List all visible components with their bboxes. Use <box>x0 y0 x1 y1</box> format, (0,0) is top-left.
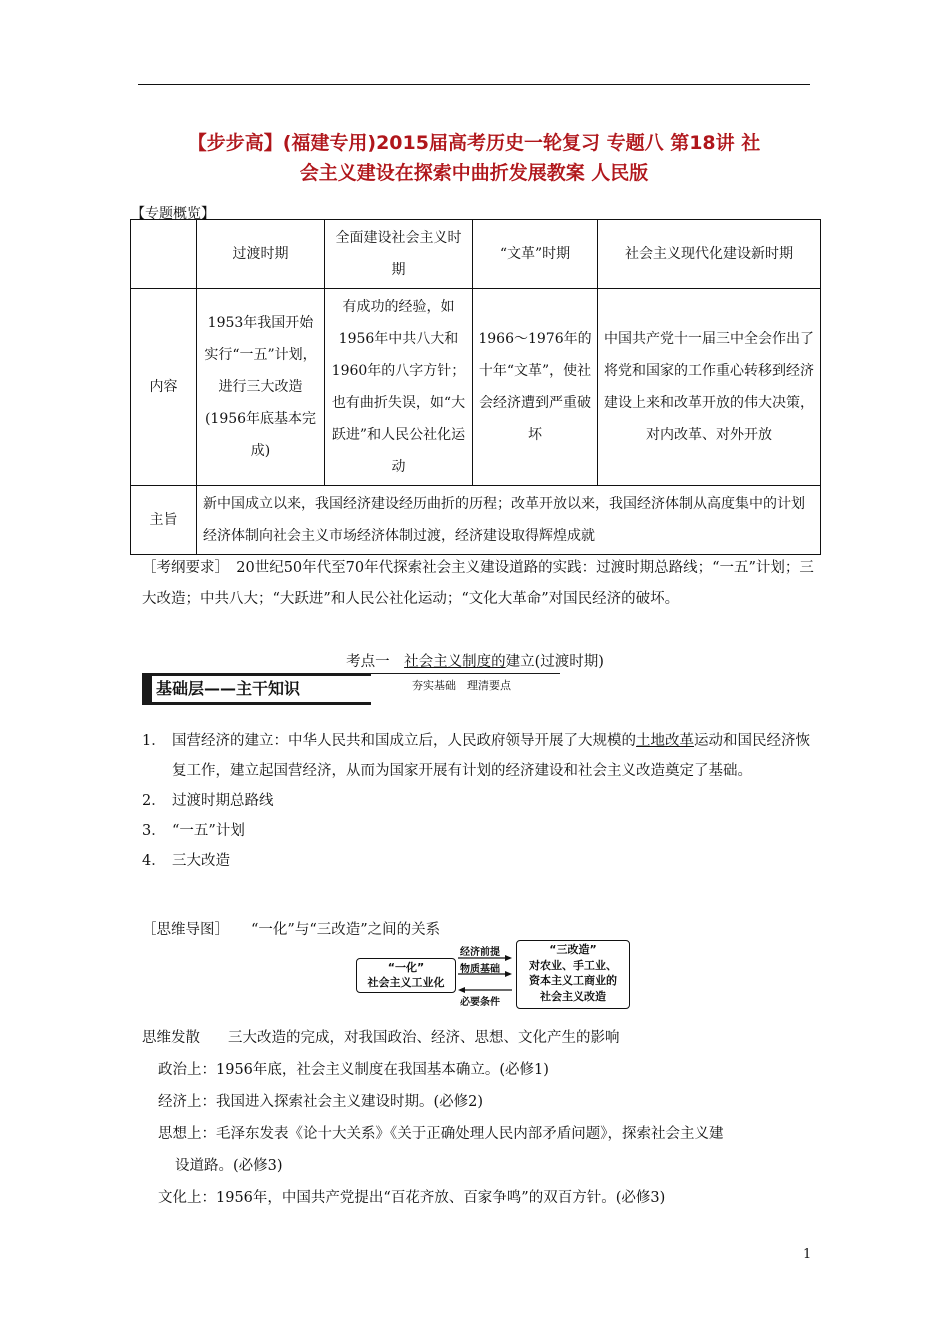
table-header-cell: 社会主义现代化建设新时期 <box>598 220 821 289</box>
list-item <box>142 846 814 876</box>
influence-thought: 思想上：毛泽东发表《论十大关系》《关于正确处理人民内部矛盾问题》，探索社会主义建 <box>158 1126 724 1142</box>
list-item <box>142 816 814 846</box>
row-label: 内容 <box>131 289 197 486</box>
kaodian-suffix: 建立(过渡时期) <box>505 654 604 670</box>
box-line: 对农业、手工业、 <box>529 958 617 972</box>
influence-economy: 经济上：我国进入探索社会主义建设时期。(必修2) <box>158 1094 484 1110</box>
influence-politics: 政治上：1956年底，社会主义制度在我国基本确立。(必修1) <box>158 1062 549 1078</box>
table-row <box>131 289 821 486</box>
item-number: 2． <box>142 793 166 809</box>
table-cell: 1966～1976年的十年“文革”，使社会经济遭到严重破坏 <box>473 289 598 486</box>
box-line: “一化” <box>387 961 425 974</box>
mindmap-label: ［思维导图］ <box>142 922 229 938</box>
influence-thought-cont: 设道路。(必修3) <box>175 1158 283 1174</box>
item-text: 过渡时期总路线 <box>172 793 274 809</box>
box-line: 社会主义工业化 <box>367 976 445 989</box>
table-cell: 新中国成立以来，我国经济建设经历曲折的历程；改革开放以来，我国经济体制从高度集中的计划经济体制向社会主义市场经济体制过渡，经济建设取得辉煌成就 <box>197 486 821 555</box>
table-row <box>131 486 821 555</box>
influence-culture: 文化上：1956年，中国共产党提出“百花齐放、百家争鸣”的双百方针。(必修3) <box>158 1190 666 1206</box>
kaodian-heading <box>0 650 950 671</box>
influence-label: 思维发散 <box>142 1030 200 1046</box>
arrow-label: 物质基础 <box>460 964 500 975</box>
section-bar <box>142 673 371 705</box>
mindmap-diagram <box>356 940 631 1010</box>
table-cell: 有成功的经验，如1956年中共八大和1960年的八字方针；也有曲折失误，如“大跃进”和人民公社化运动 <box>325 289 473 486</box>
arrow-label: 经济前提 <box>460 947 500 958</box>
mindmap-caption <box>142 918 440 939</box>
table-header-row <box>131 220 821 289</box>
item-number: 3． <box>142 823 166 839</box>
arrow-right-icon <box>505 971 512 977</box>
item-number: 4． <box>142 853 166 869</box>
row-label: 主旨 <box>131 486 197 555</box>
kaogang-paragraph: ［考纲要求］ 20世纪50年代至70年代探索社会主义建设道路的实践：过渡时期总路线；“一五”计划；三大改造；中共八大；“大跃进”和人民公社化运动；“文化大革命”对国民经济的破坏。 <box>142 560 814 607</box>
kaodian-prefix: 考点一 <box>346 654 405 670</box>
mindmap-caption-text: “一化”与“三改造”之间的关系 <box>251 922 441 938</box>
table-cell: 中国共产党十一届三中全会作出了将党和国家的工作重心转移到经济建设上来和改革开放的伟大决策，对内改革、对外开放 <box>598 289 821 486</box>
overview-table <box>130 219 821 555</box>
box-line: 社会主义改造 <box>540 989 606 1003</box>
box-line: 资本主义工商业的 <box>529 974 617 987</box>
section-bar-rule <box>364 673 560 674</box>
document-title <box>134 128 814 188</box>
title-line-2: 会主义建设在探索中曲折发展教案 人民版 <box>299 162 649 184</box>
arrow-label: 必要条件 <box>460 997 500 1008</box>
overview-label: 【专题概览】 <box>131 206 215 222</box>
item-text: 运动和国民经济恢复工作，建立起国营经济，从而为国家开展有计划的经济建设和社会主义改造奠定了基础。 <box>172 733 810 779</box>
title-line-1: 【步步高】(福建专用)2015届高考历史一轮复习 专题八 第18讲 社 <box>187 132 761 154</box>
arrow-right-icon <box>505 955 512 961</box>
box-line: “三改造” <box>549 943 597 956</box>
table-header-cell: “文革”时期 <box>473 220 598 289</box>
section-subtitle: 夯实基础 理清要点 <box>412 679 511 692</box>
table-cell: 1953年我国开始实行“一五”计划，进行三大改造(1956年底基本完成) <box>197 289 325 486</box>
table-header-cell: 过渡时期 <box>197 220 325 289</box>
knowledge-list <box>142 726 814 876</box>
influence-caption: 三大改造的完成，对我国政治、经济、思想、文化产生的影响 <box>228 1030 620 1046</box>
item-text: “一五”计划 <box>172 823 245 839</box>
sangaizao-box <box>516 940 630 1009</box>
list-item <box>142 726 814 786</box>
table-header-cell: 全面建设社会主义时期 <box>325 220 473 289</box>
item-number: 1． <box>142 733 166 749</box>
list-item <box>142 786 814 816</box>
item-text: 国营经济的建立：中华人民共和国成立后，人民政府领导开展了大规模的 <box>172 733 636 749</box>
influence-heading <box>142 1022 822 1054</box>
header-rule <box>138 84 810 85</box>
kaodian-link[interactable]: 社会主义制度的 <box>404 654 506 670</box>
table-header-cell <box>131 220 197 289</box>
item-link[interactable]: 土地改革 <box>636 733 694 749</box>
yihua-box <box>356 958 456 993</box>
item-text: 三大改造 <box>172 853 230 869</box>
page-number: 1 <box>803 1247 812 1262</box>
section-bar-title: 基础层——主干知识 <box>152 676 371 702</box>
influence-section <box>142 1022 822 1214</box>
